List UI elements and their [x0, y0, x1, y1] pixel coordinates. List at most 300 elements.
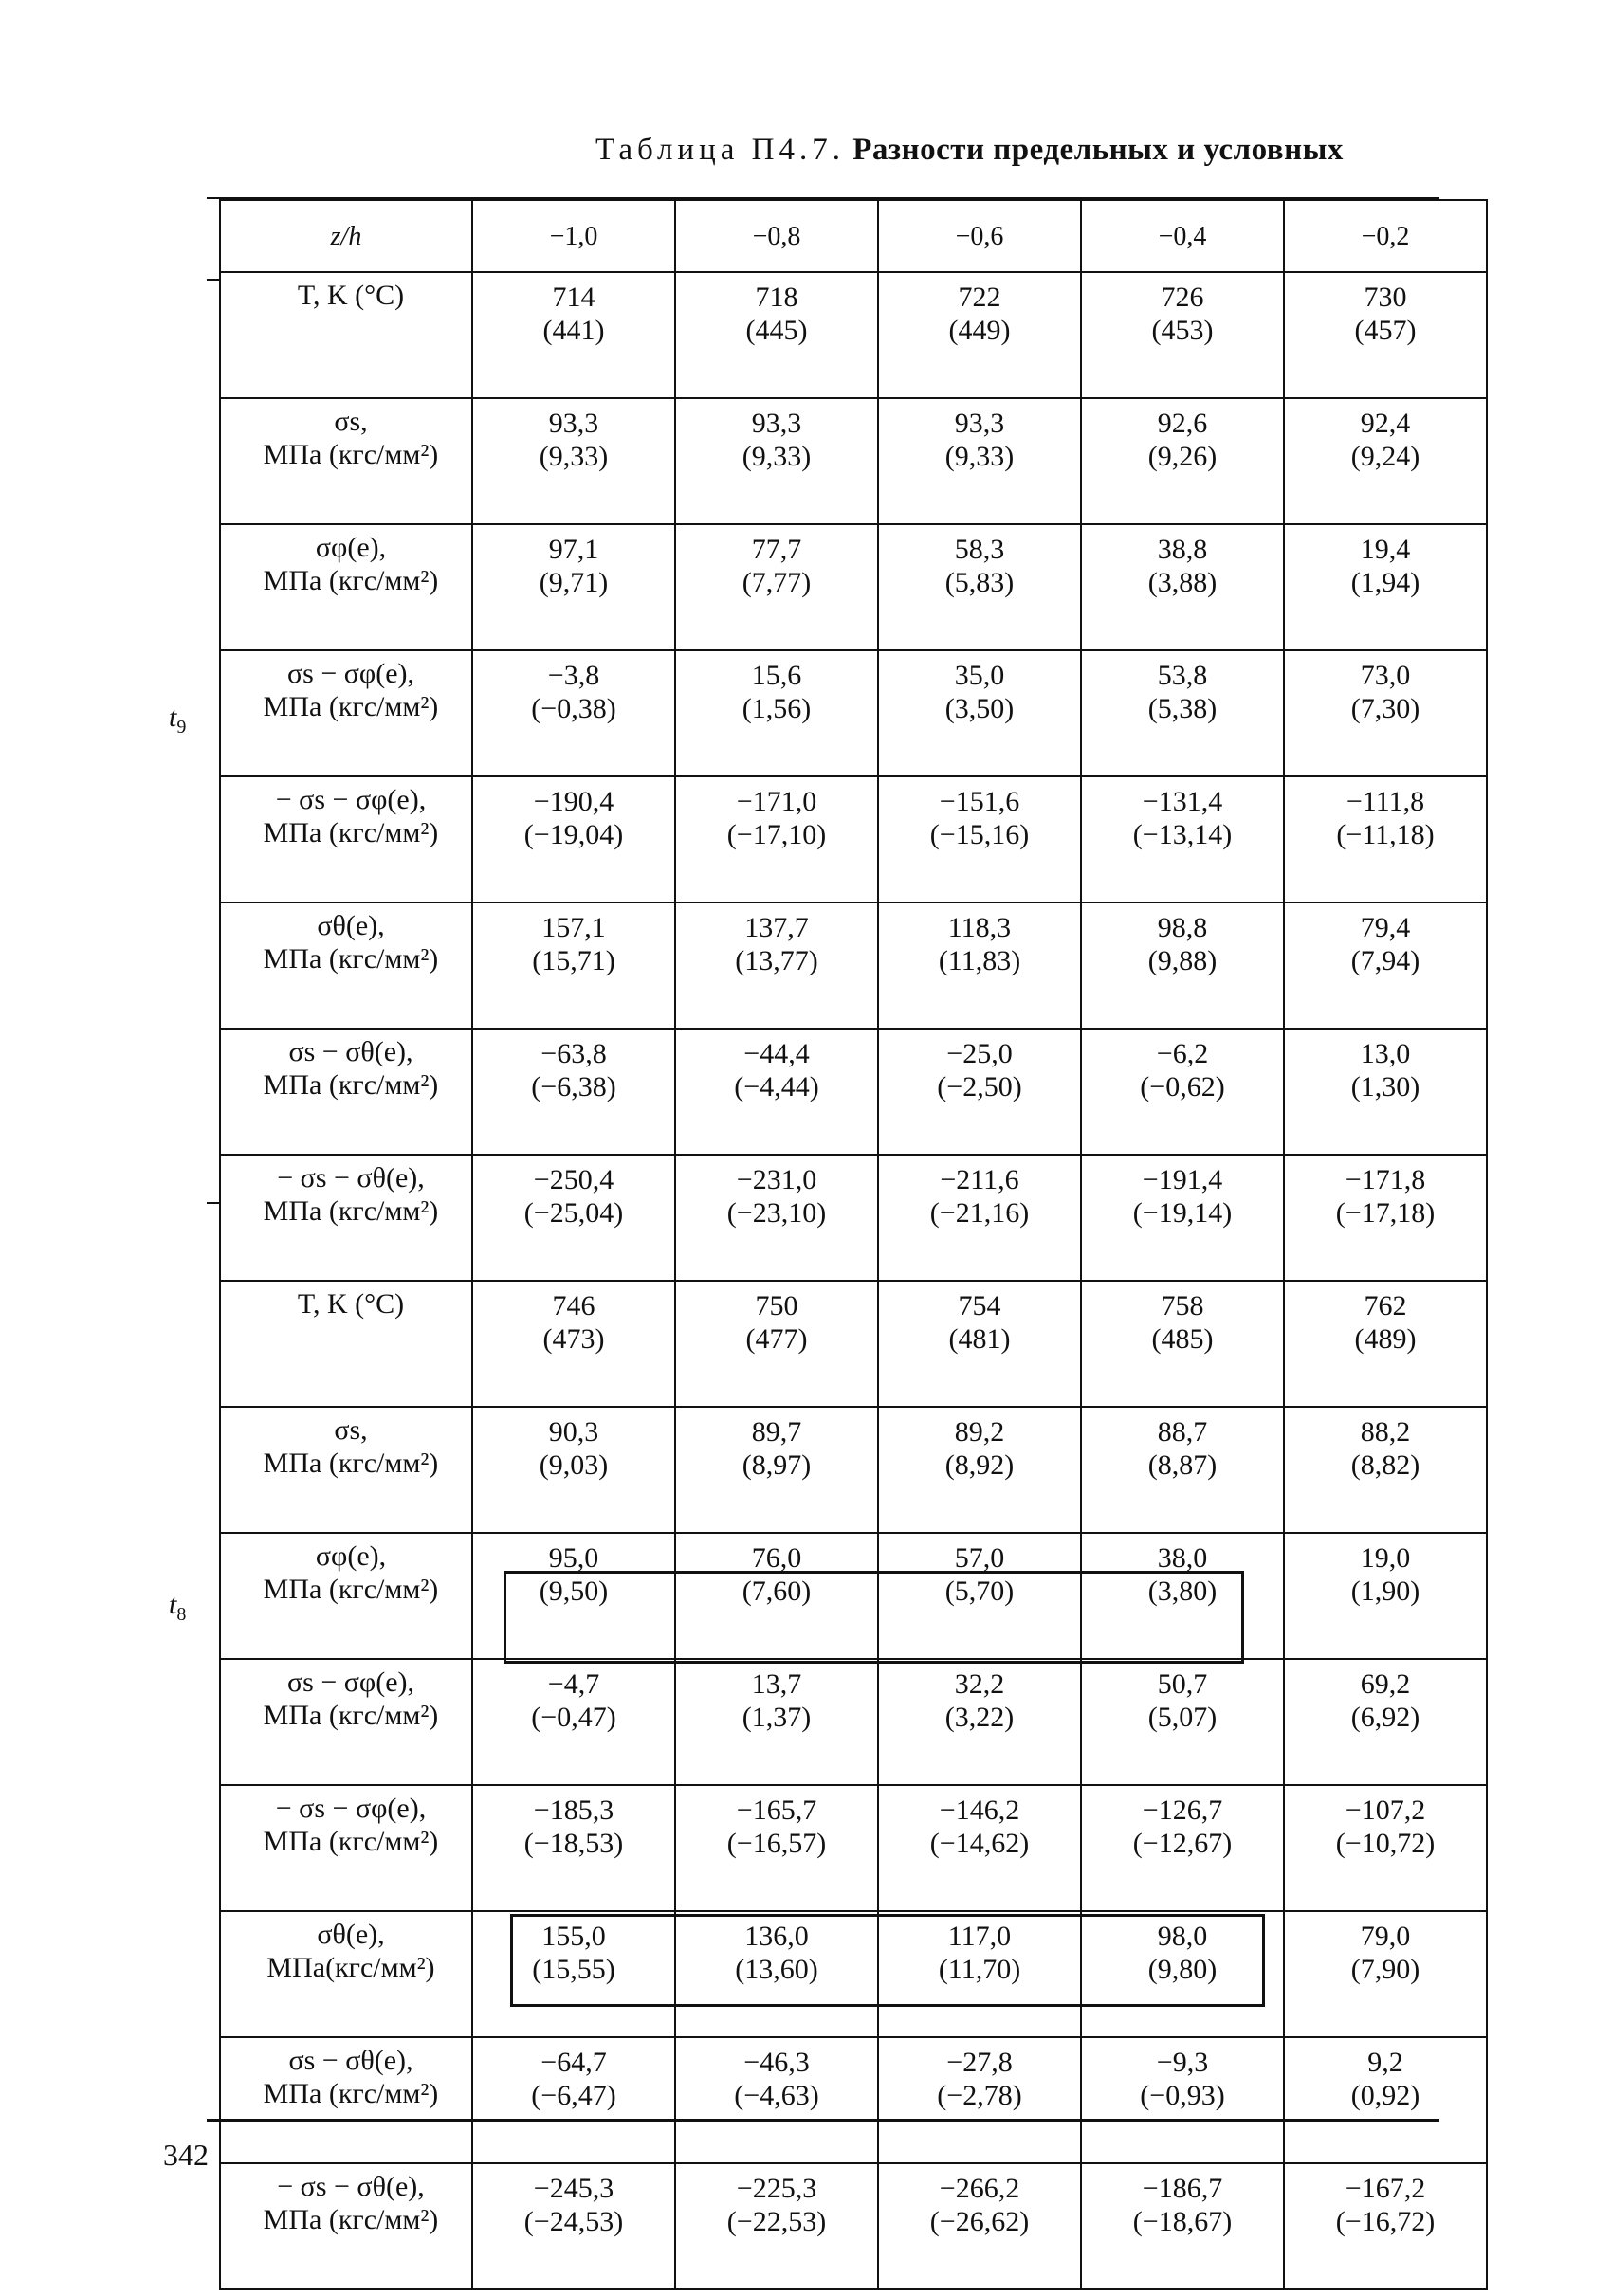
value-mpa: 77,7 — [751, 534, 802, 565]
value-mpa: −46,3 — [743, 2047, 810, 2078]
value-mpa: −245,3 — [533, 2173, 614, 2204]
value-cell — [1284, 1155, 1487, 1281]
value-kgf: (9,33) — [944, 441, 1015, 472]
parameter-cell — [220, 1407, 472, 1533]
value-mpa: 137,7 — [744, 912, 809, 943]
value-kgf: (13,60) — [735, 1954, 818, 1985]
value-kgf: (3,80) — [1147, 1576, 1218, 1607]
value-cell — [675, 1407, 878, 1533]
value-kgf: (−22,53) — [726, 2206, 827, 2237]
value-mpa: 58,3 — [954, 534, 1005, 565]
parameter-line: МПа (кгс/мм²) — [263, 1700, 439, 1731]
value-mpa: 98,8 — [1157, 912, 1208, 943]
table-row — [220, 2163, 1487, 2289]
value-kgf: (3,88) — [1147, 567, 1218, 598]
value-cell — [675, 776, 878, 902]
value-mpa: −266,2 — [939, 2173, 1020, 2204]
value-kgf: (1,37) — [742, 1702, 812, 1733]
value-mpa: 38,0 — [1157, 1542, 1208, 1574]
value-mpa: 9,2 — [1367, 2047, 1403, 2078]
value-cell — [1284, 1659, 1487, 1785]
bottom-rule — [207, 2119, 1439, 2122]
value-cell — [472, 2163, 675, 2289]
value-cell — [1284, 398, 1487, 524]
parameter-line: σφ(e), — [315, 1540, 387, 1572]
value-kgf: (−24,53) — [523, 2206, 624, 2237]
parameter-cell — [220, 2037, 472, 2163]
value-cell — [878, 398, 1081, 524]
parameter-line: МПа (кгс/мм²) — [263, 691, 439, 722]
value-cell — [675, 1281, 878, 1407]
value-cell — [675, 272, 878, 398]
value-mpa: 722 — [958, 282, 1001, 313]
parameter-line: МПа (кгс/мм²) — [263, 439, 439, 470]
value-cell — [1081, 524, 1284, 650]
value-kgf: (7,90) — [1350, 1954, 1420, 1985]
value-cell — [1081, 1911, 1284, 2037]
header-cell-value: −0,8 — [675, 200, 878, 272]
table-row — [220, 1029, 1487, 1155]
parameter-line: − σs − σθ(e), — [277, 2171, 425, 2202]
parameter-line: МПа(кгс/мм²) — [266, 1952, 435, 1983]
parameter-cell — [220, 1659, 472, 1785]
value-mpa: −111,8 — [1346, 786, 1425, 817]
value-cell — [878, 2163, 1081, 2289]
value-mpa: 155,0 — [541, 1921, 606, 1952]
value-kgf: (−17,18) — [1335, 1197, 1436, 1229]
header-cell-zh: z/h — [220, 200, 472, 272]
value-mpa: −27,8 — [946, 2047, 1013, 2078]
value-mpa: −107,2 — [1345, 1795, 1426, 1826]
parameter-cell — [220, 1785, 472, 1911]
parameter-line: МПа (кгс/мм²) — [263, 1574, 439, 1605]
value-mpa: 89,2 — [954, 1416, 1005, 1448]
parameter-line: σs − σφ(e), — [286, 1667, 415, 1698]
value-mpa: 53,8 — [1157, 660, 1208, 691]
value-cell — [675, 1533, 878, 1659]
table-row — [220, 398, 1487, 524]
value-kgf: (7,60) — [742, 1576, 812, 1607]
value-cell — [1081, 1533, 1284, 1659]
value-mpa: −165,7 — [736, 1795, 817, 1826]
value-cell — [1081, 2163, 1284, 2289]
value-kgf: (9,03) — [539, 1449, 609, 1481]
table-row — [220, 902, 1487, 1029]
value-cell — [472, 1407, 675, 1533]
table-row — [220, 1533, 1487, 1659]
value-cell — [472, 1911, 675, 2037]
value-mpa: 117,0 — [947, 1921, 1012, 1952]
value-mpa: 97,1 — [548, 534, 599, 565]
value-cell — [472, 902, 675, 1029]
value-mpa: −186,7 — [1142, 2173, 1223, 2204]
value-kgf: (15,55) — [532, 1954, 615, 1985]
parameter-line: МПа (кгс/мм²) — [263, 817, 439, 848]
value-mpa: 90,3 — [548, 1416, 599, 1448]
parameter-cell — [220, 902, 472, 1029]
value-mpa: 69,2 — [1360, 1668, 1411, 1700]
value-cell — [878, 776, 1081, 902]
value-cell — [1284, 1407, 1487, 1533]
value-kgf: (−16,57) — [726, 1828, 827, 1859]
table-row — [220, 272, 1487, 398]
value-cell — [1284, 1911, 1487, 2037]
value-cell — [878, 1155, 1081, 1281]
value-mpa: 76,0 — [751, 1542, 802, 1574]
value-mpa: 758 — [1161, 1290, 1204, 1321]
value-mpa: −250,4 — [533, 1164, 614, 1195]
value-cell — [472, 398, 675, 524]
value-mpa: 73,0 — [1360, 660, 1411, 691]
value-kgf: (449) — [948, 315, 1011, 346]
value-mpa: −6,2 — [1156, 1038, 1209, 1069]
value-kgf: (−18,67) — [1132, 2206, 1233, 2237]
value-kgf: (7,77) — [742, 567, 812, 598]
value-kgf: (−11,18) — [1336, 819, 1435, 850]
value-mpa: −167,2 — [1345, 2173, 1426, 2204]
value-cell — [472, 1785, 675, 1911]
parameter-cell — [220, 2163, 472, 2289]
value-mpa: 93,3 — [751, 408, 802, 439]
value-cell — [1081, 902, 1284, 1029]
value-cell — [472, 1029, 675, 1155]
value-cell — [1284, 1029, 1487, 1155]
value-mpa: 718 — [755, 282, 798, 313]
value-mpa: −231,0 — [736, 1164, 817, 1195]
value-kgf: (−6,38) — [531, 1071, 616, 1102]
table-row — [220, 1407, 1487, 1533]
header-cell-value: −1,0 — [472, 200, 675, 272]
value-kgf: (1,94) — [1350, 567, 1420, 598]
page-number: 342 — [163, 2138, 209, 2172]
value-mpa: −191,4 — [1142, 1164, 1223, 1195]
parameter-line: МПа (кгс/мм²) — [263, 1195, 439, 1227]
value-kgf: (9,24) — [1350, 441, 1420, 472]
value-kgf: (3,50) — [944, 693, 1015, 724]
value-mpa: 762 — [1364, 1290, 1407, 1321]
parameter-cell — [220, 272, 472, 398]
value-mpa: 750 — [755, 1290, 798, 1321]
value-cell — [1081, 650, 1284, 776]
value-cell — [1081, 1281, 1284, 1407]
parameter-cell — [220, 1911, 472, 2037]
value-kgf: (473) — [542, 1323, 605, 1355]
value-kgf: (441) — [542, 315, 605, 346]
value-kgf: (477) — [745, 1323, 808, 1355]
parameter-line: σθ(e), — [317, 1919, 385, 1950]
value-mpa: −9,3 — [1156, 2047, 1209, 2078]
value-cell — [675, 1029, 878, 1155]
value-kgf: (457) — [1354, 315, 1417, 346]
value-mpa: 19,4 — [1360, 534, 1411, 565]
value-mpa: −126,7 — [1142, 1795, 1223, 1826]
value-kgf: (−2,50) — [937, 1071, 1022, 1102]
value-kgf: (−0,47) — [531, 1702, 616, 1733]
value-cell — [675, 398, 878, 524]
value-mpa: 714 — [552, 282, 595, 313]
value-kgf: (5,07) — [1147, 1702, 1218, 1733]
value-mpa: 89,7 — [751, 1416, 802, 1448]
table-row — [220, 524, 1487, 650]
parameter-cell — [220, 1533, 472, 1659]
value-cell — [1284, 272, 1487, 398]
value-cell — [1081, 1785, 1284, 1911]
value-kgf: (15,71) — [532, 945, 615, 976]
value-cell — [675, 1155, 878, 1281]
value-cell — [1284, 650, 1487, 776]
value-cell — [878, 902, 1081, 1029]
value-cell — [878, 1407, 1081, 1533]
parameter-line: σs − σθ(e), — [288, 2045, 413, 2076]
value-kgf: (−23,10) — [726, 1197, 827, 1229]
value-kgf: (−19,04) — [523, 819, 624, 850]
value-kgf: (5,83) — [944, 567, 1015, 598]
value-mpa: −185,3 — [533, 1795, 614, 1826]
value-kgf: (−4,44) — [734, 1071, 819, 1102]
value-mpa: 88,2 — [1360, 1416, 1411, 1448]
table-row — [220, 2037, 1487, 2163]
value-mpa: −25,0 — [946, 1038, 1013, 1069]
value-mpa: 38,8 — [1157, 534, 1208, 565]
table-row — [220, 1155, 1487, 1281]
value-kgf: (11,83) — [938, 945, 1021, 976]
value-cell — [675, 1785, 878, 1911]
parameter-line: σs − σθ(e), — [288, 1036, 413, 1067]
value-kgf: (−0,38) — [531, 693, 616, 724]
header-cell-value: −0,2 — [1284, 200, 1487, 272]
header-cell-value: −0,4 — [1081, 200, 1284, 272]
value-kgf: (8,97) — [742, 1449, 812, 1481]
value-kgf: (−14,62) — [929, 1828, 1030, 1859]
value-kgf: (6,92) — [1350, 1702, 1420, 1733]
value-kgf: (11,70) — [938, 1954, 1021, 1985]
value-mpa: 57,0 — [954, 1542, 1005, 1574]
value-mpa: −131,4 — [1142, 786, 1223, 817]
value-cell — [878, 650, 1081, 776]
group-t8-divider — [207, 1202, 219, 1204]
value-mpa: −151,6 — [939, 786, 1020, 817]
table-caption — [595, 133, 1449, 168]
value-cell — [1284, 1785, 1487, 1911]
value-cell — [878, 1785, 1081, 1911]
parameter-cell — [220, 1281, 472, 1407]
value-mpa: −44,4 — [743, 1038, 810, 1069]
parameter-cell — [220, 398, 472, 524]
value-kgf: (−19,14) — [1132, 1197, 1233, 1229]
value-cell — [1284, 2037, 1487, 2163]
value-cell — [1081, 1029, 1284, 1155]
value-cell — [472, 2037, 675, 2163]
value-kgf: (9,50) — [539, 1576, 609, 1607]
value-cell — [675, 650, 878, 776]
value-kgf: (9,88) — [1147, 945, 1218, 976]
value-mpa: 746 — [552, 1290, 595, 1321]
parameter-line: σs, — [334, 406, 368, 437]
value-kgf: (9,80) — [1147, 1954, 1218, 1985]
value-kgf: (9,71) — [539, 567, 609, 598]
value-cell — [1284, 1281, 1487, 1407]
value-mpa: 79,4 — [1360, 912, 1411, 943]
parameter-cell — [220, 776, 472, 902]
value-kgf: (−21,16) — [929, 1197, 1030, 1229]
value-mpa: −64,7 — [540, 2047, 607, 2078]
value-cell — [878, 524, 1081, 650]
value-kgf: (8,92) — [944, 1449, 1015, 1481]
parameter-line: − σs − σφ(e), — [275, 784, 427, 815]
data-table — [219, 199, 1488, 2290]
parameter-cell — [220, 1155, 472, 1281]
value-kgf: (−26,62) — [929, 2206, 1030, 2237]
value-mpa: −225,3 — [736, 2173, 817, 2204]
value-mpa: 118,3 — [947, 912, 1012, 943]
parameter-line: МПа (кгс/мм²) — [263, 1069, 439, 1101]
parameter-line: МПа (кгс/мм²) — [263, 943, 439, 975]
value-cell — [1284, 524, 1487, 650]
value-kgf: (5,38) — [1147, 693, 1218, 724]
value-cell — [878, 2037, 1081, 2163]
value-cell — [1081, 2037, 1284, 2163]
parameter-line: МПа (кгс/мм²) — [263, 1448, 439, 1479]
value-kgf: (489) — [1354, 1323, 1417, 1355]
parameter-line: − σs − σθ(e), — [277, 1162, 425, 1194]
value-cell — [472, 776, 675, 902]
value-kgf: (445) — [745, 315, 808, 346]
value-cell — [472, 650, 675, 776]
value-mpa: −3,8 — [547, 660, 600, 691]
value-cell — [878, 1029, 1081, 1155]
value-kgf: (9,26) — [1147, 441, 1218, 472]
value-kgf: (−16,72) — [1335, 2206, 1436, 2237]
value-cell — [675, 2037, 878, 2163]
header-cell-value: −0,6 — [878, 200, 1081, 272]
value-kgf: (−0,93) — [1140, 2080, 1225, 2111]
value-kgf: (13,77) — [735, 945, 818, 976]
value-cell — [675, 2163, 878, 2289]
value-mpa: 15,6 — [751, 660, 802, 691]
value-cell — [878, 1533, 1081, 1659]
parameter-line: МПа (кгс/мм²) — [263, 565, 439, 596]
value-kgf: (−2,78) — [937, 2080, 1022, 2111]
value-cell — [1081, 776, 1284, 902]
table-row — [220, 1785, 1487, 1911]
value-kgf: (5,70) — [944, 1576, 1015, 1607]
value-mpa: −190,4 — [533, 786, 614, 817]
value-mpa: 19,0 — [1360, 1542, 1411, 1574]
parameter-line: T, K (°C) — [297, 1288, 405, 1320]
value-cell — [675, 1659, 878, 1785]
value-kgf: (481) — [948, 1323, 1011, 1355]
value-mpa: 95,0 — [548, 1542, 599, 1574]
value-mpa: 157,1 — [541, 912, 606, 943]
parameter-line: − σs − σφ(e), — [275, 1793, 427, 1824]
value-kgf: (485) — [1151, 1323, 1214, 1355]
value-mpa: 726 — [1161, 282, 1204, 313]
value-cell — [878, 1659, 1081, 1785]
parameter-cell — [220, 524, 472, 650]
table-row — [220, 1281, 1487, 1407]
value-mpa: 754 — [958, 1290, 1001, 1321]
value-kgf: (−13,14) — [1132, 819, 1233, 850]
value-kgf: (−12,67) — [1132, 1828, 1233, 1859]
parameter-line: σs − σφ(e), — [286, 658, 415, 689]
value-mpa: 35,0 — [954, 660, 1005, 691]
parameter-line: σφ(e), — [315, 532, 387, 563]
value-kgf: (−4,63) — [734, 2080, 819, 2111]
value-cell — [1284, 776, 1487, 902]
value-mpa: 730 — [1364, 282, 1407, 313]
value-mpa: 50,7 — [1157, 1668, 1208, 1700]
value-cell — [472, 524, 675, 650]
value-mpa: −211,6 — [940, 1164, 1019, 1195]
value-cell — [1284, 902, 1487, 1029]
value-mpa: 88,7 — [1157, 1416, 1208, 1448]
value-kgf: (7,30) — [1350, 693, 1420, 724]
parameter-line: МПа (кгс/мм²) — [263, 2204, 439, 2235]
group-t9-divider — [207, 279, 219, 281]
value-cell — [878, 272, 1081, 398]
value-mpa: −171,8 — [1345, 1164, 1426, 1195]
caption-label: Таблица П4.7. — [595, 133, 845, 167]
value-cell — [472, 1659, 675, 1785]
value-cell — [675, 524, 878, 650]
value-kgf: (0,92) — [1350, 2080, 1420, 2111]
value-cell — [878, 1281, 1081, 1407]
value-kgf: (1,56) — [742, 693, 812, 724]
value-mpa: −146,2 — [939, 1795, 1020, 1826]
table-row — [220, 650, 1487, 776]
value-cell — [675, 902, 878, 1029]
value-kgf: (−15,16) — [929, 819, 1030, 850]
value-mpa: 79,0 — [1360, 1921, 1411, 1952]
value-mpa: −171,0 — [736, 786, 817, 817]
value-cell — [1284, 1533, 1487, 1659]
value-mpa: 13,7 — [751, 1668, 802, 1700]
value-cell — [472, 1155, 675, 1281]
parameter-line: σθ(e), — [317, 910, 385, 941]
value-cell — [878, 1911, 1081, 2037]
value-kgf: (−6,47) — [531, 2080, 616, 2111]
value-cell — [1081, 1155, 1284, 1281]
value-mpa: −4,7 — [547, 1668, 600, 1700]
value-mpa: 13,0 — [1360, 1038, 1411, 1069]
value-kgf: (9,33) — [742, 441, 812, 472]
parameter-line: σs, — [334, 1414, 368, 1446]
value-kgf: (9,33) — [539, 441, 609, 472]
value-cell — [1284, 2163, 1487, 2289]
value-kgf: (−25,04) — [523, 1197, 624, 1229]
value-cell — [1081, 1659, 1284, 1785]
table-row — [220, 776, 1487, 902]
value-mpa: 92,6 — [1157, 408, 1208, 439]
table-row — [220, 1659, 1487, 1785]
group-label-t9: $t_9$ — [169, 702, 187, 738]
header-row — [220, 200, 1487, 272]
parameter-cell — [220, 1029, 472, 1155]
group-label-t8: $t_8$ — [169, 1589, 187, 1625]
parameter-line: T, K (°C) — [297, 280, 405, 311]
value-kgf: (−18,53) — [523, 1828, 624, 1859]
value-mpa: 32,2 — [954, 1668, 1005, 1700]
caption-title: Разности предельных и условных — [852, 133, 1344, 167]
value-mpa: −63,8 — [540, 1038, 607, 1069]
value-mpa: 92,4 — [1360, 408, 1411, 439]
value-kgf: (453) — [1151, 315, 1214, 346]
parameter-cell — [220, 650, 472, 776]
value-kgf: (3,22) — [944, 1702, 1015, 1733]
value-mpa: 93,3 — [548, 408, 599, 439]
value-kgf: (1,90) — [1350, 1576, 1420, 1607]
parameter-line: МПа (кгс/мм²) — [263, 1826, 439, 1857]
